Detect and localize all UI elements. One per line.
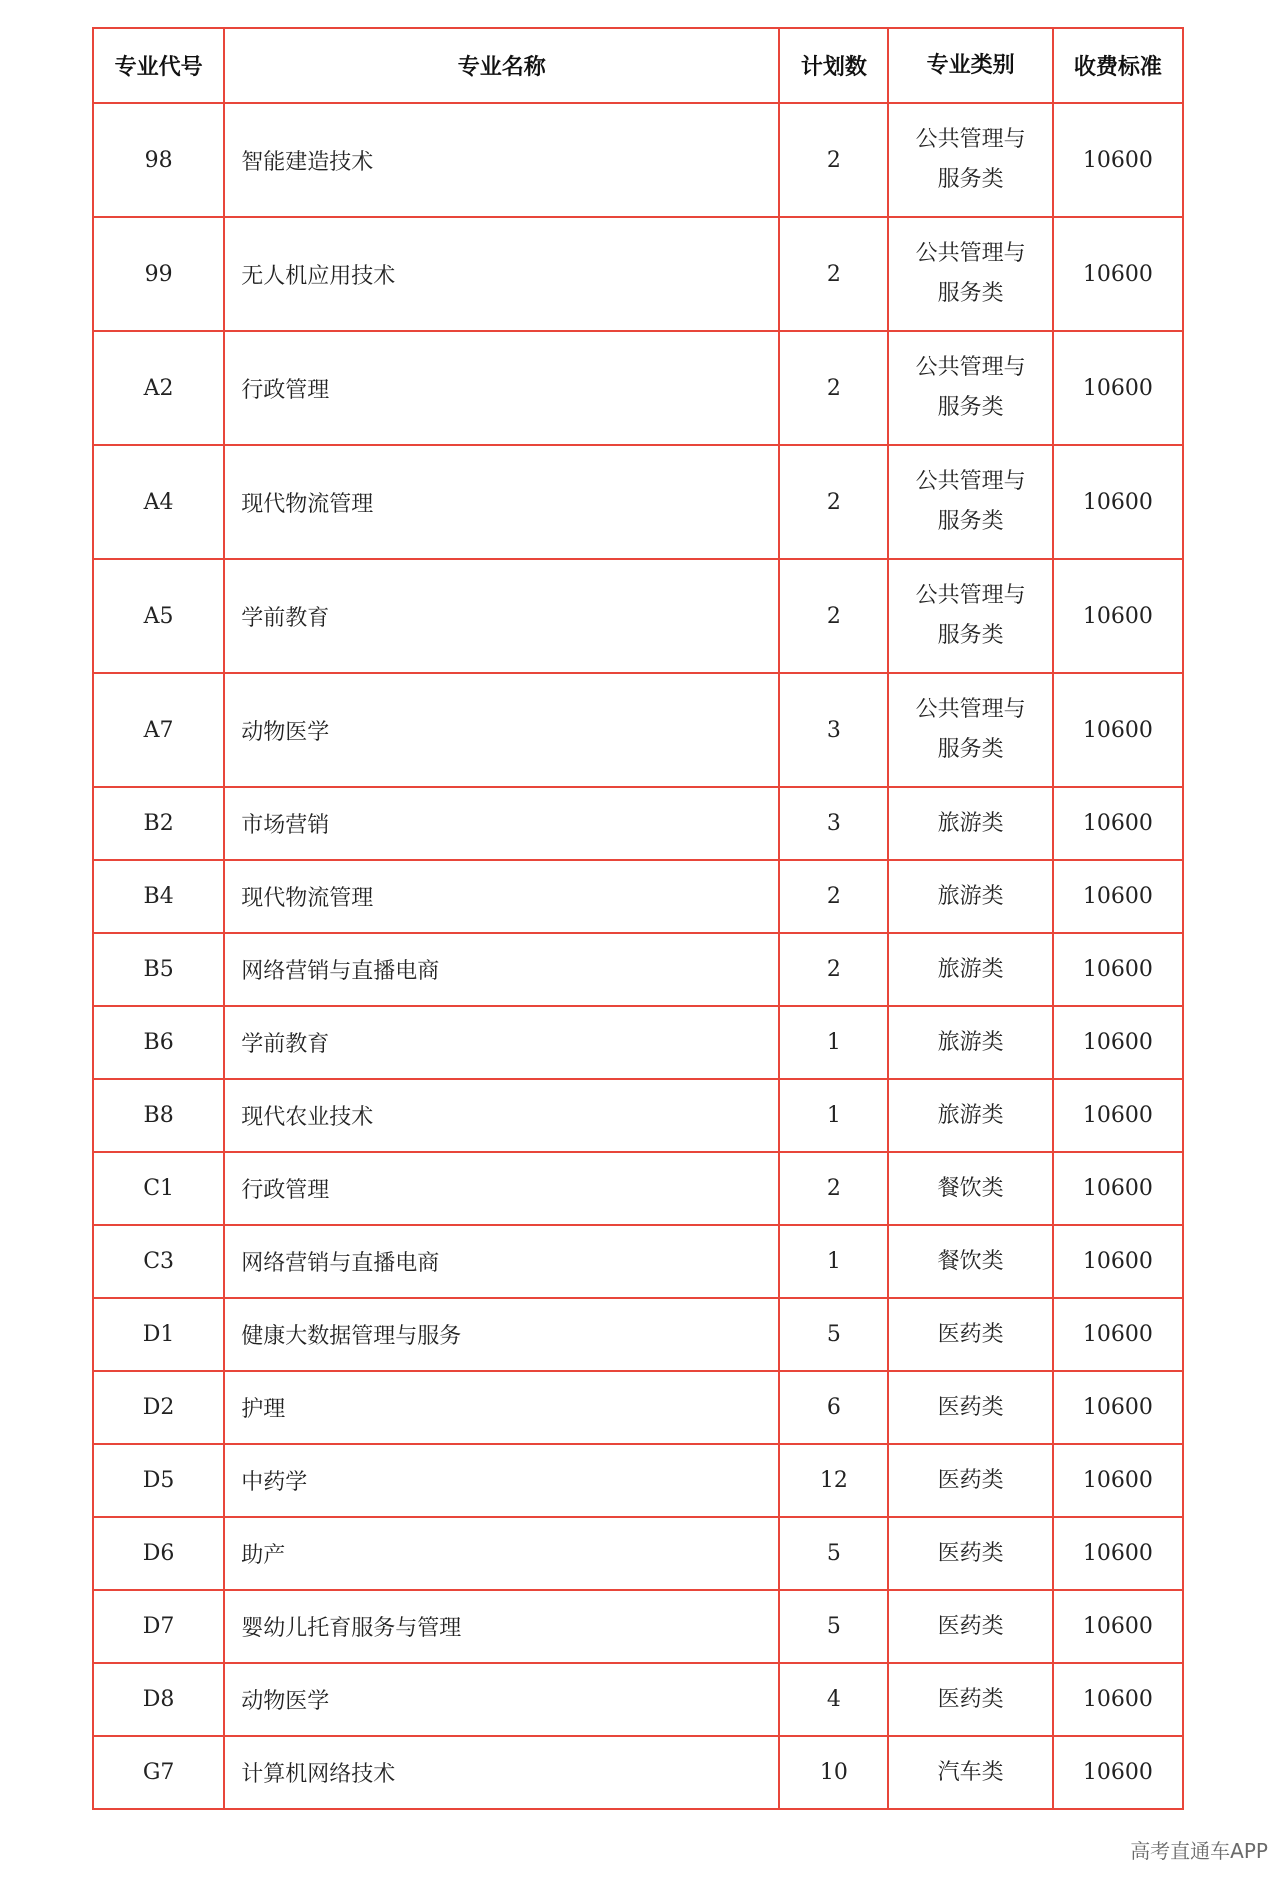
major-code-cell: D7 bbox=[93, 1590, 224, 1663]
plan-count-cell: 2 bbox=[779, 933, 888, 1006]
table-row bbox=[93, 1663, 1183, 1736]
category-line: 医药类 bbox=[937, 1321, 1004, 1347]
major-name-cell: 学前教育 bbox=[224, 1006, 779, 1079]
major-code-cell: 98 bbox=[93, 103, 224, 217]
table-row bbox=[93, 1590, 1183, 1663]
major-name-cell: 行政管理 bbox=[224, 1152, 779, 1225]
category-line: 公共管理与 bbox=[915, 127, 1026, 152]
major-code-cell: B6 bbox=[93, 1006, 224, 1079]
major-category-cell bbox=[888, 1517, 1052, 1590]
major-category-cell bbox=[888, 217, 1052, 331]
major-code-cell: A4 bbox=[93, 445, 224, 559]
table-row bbox=[93, 1444, 1183, 1517]
plan-count-cell: 5 bbox=[779, 1517, 888, 1590]
plan-count-cell: 2 bbox=[779, 860, 888, 933]
plan-count-cell: 12 bbox=[779, 1444, 888, 1517]
table-row bbox=[93, 1006, 1183, 1079]
major-category-cell bbox=[888, 787, 1052, 860]
category-line: 旅游类 bbox=[937, 1102, 1004, 1128]
tuition-fee-cell: 10600 bbox=[1053, 1225, 1183, 1298]
table-row bbox=[93, 673, 1183, 787]
plan-count-cell: 1 bbox=[779, 1225, 888, 1298]
table-row bbox=[93, 217, 1183, 331]
major-code-cell: A7 bbox=[93, 673, 224, 787]
tuition-fee-cell: 10600 bbox=[1053, 1663, 1183, 1736]
plan-count-cell: 5 bbox=[779, 1590, 888, 1663]
major-name-cell: 现代物流管理 bbox=[224, 445, 779, 559]
plan-count-cell: 1 bbox=[779, 1079, 888, 1152]
major-category-cell bbox=[888, 103, 1052, 217]
major-name-cell: 市场营销 bbox=[224, 787, 779, 860]
header-tuition-fee: 收费标准 bbox=[1053, 28, 1183, 103]
category-line: 服务类 bbox=[937, 395, 1004, 420]
major-name-cell: 动物医学 bbox=[224, 1663, 779, 1736]
major-name-cell: 网络营销与直播电商 bbox=[224, 1225, 779, 1298]
plan-count-cell: 1 bbox=[779, 1006, 888, 1079]
tuition-fee-cell: 10600 bbox=[1053, 331, 1183, 445]
major-code-cell: D2 bbox=[93, 1371, 224, 1444]
major-name-cell: 智能建造技术 bbox=[224, 103, 779, 217]
table-row bbox=[93, 1517, 1183, 1590]
category-line: 旅游类 bbox=[937, 1029, 1004, 1055]
category-line: 公共管理与 bbox=[915, 241, 1026, 266]
category-line: 服务类 bbox=[937, 623, 1004, 648]
tuition-fee-cell: 10600 bbox=[1053, 1298, 1183, 1371]
major-category-cell bbox=[888, 1663, 1052, 1736]
plan-count-cell: 6 bbox=[779, 1371, 888, 1444]
major-name-cell: 行政管理 bbox=[224, 331, 779, 445]
table-row bbox=[93, 103, 1183, 217]
major-code-cell: D8 bbox=[93, 1663, 224, 1736]
major-category-cell bbox=[888, 331, 1052, 445]
major-code-cell: G7 bbox=[93, 1736, 224, 1809]
category-line: 医药类 bbox=[937, 1540, 1004, 1566]
table-row bbox=[93, 787, 1183, 860]
category-line: 服务类 bbox=[937, 509, 1004, 534]
tuition-fee-cell: 10600 bbox=[1053, 1006, 1183, 1079]
major-category-cell bbox=[888, 1298, 1052, 1371]
major-category-cell bbox=[888, 1079, 1052, 1152]
major-code-cell: B2 bbox=[93, 787, 224, 860]
category-line: 旅游类 bbox=[937, 883, 1004, 909]
major-code-cell: D1 bbox=[93, 1298, 224, 1371]
plan-count-cell: 3 bbox=[779, 787, 888, 860]
category-line: 医药类 bbox=[937, 1467, 1004, 1493]
header-major-name: 专业名称 bbox=[224, 28, 779, 103]
table-row bbox=[93, 445, 1183, 559]
major-category-cell bbox=[888, 860, 1052, 933]
tuition-fee-cell: 10600 bbox=[1053, 1444, 1183, 1517]
table-row bbox=[93, 1371, 1183, 1444]
category-line: 服务类 bbox=[937, 167, 1004, 192]
plan-count-cell: 2 bbox=[779, 331, 888, 445]
major-code-cell: C1 bbox=[93, 1152, 224, 1225]
major-category-cell bbox=[888, 1736, 1052, 1809]
category-line: 餐饮类 bbox=[937, 1248, 1004, 1274]
table-row bbox=[93, 1079, 1183, 1152]
major-name-cell: 无人机应用技术 bbox=[224, 217, 779, 331]
major-code-cell: B8 bbox=[93, 1079, 224, 1152]
major-code-cell: A2 bbox=[93, 331, 224, 445]
tuition-fee-cell: 10600 bbox=[1053, 1590, 1183, 1663]
category-line: 旅游类 bbox=[937, 810, 1004, 836]
tuition-fee-cell: 10600 bbox=[1053, 673, 1183, 787]
category-line: 医药类 bbox=[937, 1613, 1004, 1639]
category-line: 汽车类 bbox=[937, 1759, 1004, 1785]
enrollment-plan-table bbox=[92, 27, 1184, 1810]
category-line: 公共管理与 bbox=[915, 355, 1026, 380]
tuition-fee-cell: 10600 bbox=[1053, 103, 1183, 217]
watermark-text: 高考直通车APP bbox=[1130, 1839, 1268, 1863]
major-name-cell: 网络营销与直播电商 bbox=[224, 933, 779, 1006]
major-code-cell: D6 bbox=[93, 1517, 224, 1590]
plan-count-cell: 5 bbox=[779, 1298, 888, 1371]
table-row bbox=[93, 1736, 1183, 1809]
category-line: 公共管理与 bbox=[915, 469, 1026, 494]
major-category-cell bbox=[888, 673, 1052, 787]
major-name-cell: 助产 bbox=[224, 1517, 779, 1590]
category-line: 服务类 bbox=[937, 737, 1004, 762]
tuition-fee-cell: 10600 bbox=[1053, 1152, 1183, 1225]
major-category-cell bbox=[888, 1006, 1052, 1079]
major-category-cell bbox=[888, 1152, 1052, 1225]
header-major-code: 专业代号 bbox=[93, 28, 224, 103]
major-name-cell: 中药学 bbox=[224, 1444, 779, 1517]
category-line: 服务类 bbox=[937, 281, 1004, 306]
table-row bbox=[93, 1298, 1183, 1371]
major-code-cell: B5 bbox=[93, 933, 224, 1006]
header-major-category: 专业类别 bbox=[888, 28, 1052, 103]
table-row bbox=[93, 1152, 1183, 1225]
category-line: 餐饮类 bbox=[937, 1175, 1004, 1201]
tuition-fee-cell: 10600 bbox=[1053, 559, 1183, 673]
tuition-fee-cell: 10600 bbox=[1053, 445, 1183, 559]
table-row bbox=[93, 331, 1183, 445]
tuition-fee-cell: 10600 bbox=[1053, 1079, 1183, 1152]
major-category-cell bbox=[888, 445, 1052, 559]
major-category-cell bbox=[888, 1444, 1052, 1517]
plan-count-cell: 4 bbox=[779, 1663, 888, 1736]
plan-count-cell: 2 bbox=[779, 217, 888, 331]
major-name-cell: 健康大数据管理与服务 bbox=[224, 1298, 779, 1371]
tuition-fee-cell: 10600 bbox=[1053, 1517, 1183, 1590]
header-plan-count: 计划数 bbox=[779, 28, 888, 103]
plan-count-cell: 2 bbox=[779, 103, 888, 217]
major-code-cell: 99 bbox=[93, 217, 224, 331]
major-name-cell: 计算机网络技术 bbox=[224, 1736, 779, 1809]
tuition-fee-cell: 10600 bbox=[1053, 1736, 1183, 1809]
major-name-cell: 婴幼儿托育服务与管理 bbox=[224, 1590, 779, 1663]
major-category-cell bbox=[888, 1590, 1052, 1663]
tuition-fee-cell: 10600 bbox=[1053, 933, 1183, 1006]
tuition-fee-cell: 10600 bbox=[1053, 217, 1183, 331]
major-category-cell bbox=[888, 1371, 1052, 1444]
plan-count-cell: 2 bbox=[779, 559, 888, 673]
tuition-fee-cell: 10600 bbox=[1053, 1371, 1183, 1444]
table-header-row bbox=[93, 28, 1183, 103]
plan-count-cell: 3 bbox=[779, 673, 888, 787]
plan-count-cell: 2 bbox=[779, 1152, 888, 1225]
category-line: 公共管理与 bbox=[915, 583, 1026, 608]
category-line: 旅游类 bbox=[937, 956, 1004, 982]
major-name-cell: 学前教育 bbox=[224, 559, 779, 673]
category-line: 公共管理与 bbox=[915, 697, 1026, 722]
major-code-cell: B4 bbox=[93, 860, 224, 933]
major-category-cell bbox=[888, 559, 1052, 673]
table-row bbox=[93, 860, 1183, 933]
major-name-cell: 动物医学 bbox=[224, 673, 779, 787]
major-code-cell: C3 bbox=[93, 1225, 224, 1298]
tuition-fee-cell: 10600 bbox=[1053, 787, 1183, 860]
tuition-fee-cell: 10600 bbox=[1053, 860, 1183, 933]
major-code-cell: A5 bbox=[93, 559, 224, 673]
plan-count-cell: 10 bbox=[779, 1736, 888, 1809]
category-line: 医药类 bbox=[937, 1394, 1004, 1420]
major-category-cell bbox=[888, 1225, 1052, 1298]
table-body bbox=[93, 103, 1183, 1809]
major-name-cell: 现代农业技术 bbox=[224, 1079, 779, 1152]
major-name-cell: 现代物流管理 bbox=[224, 860, 779, 933]
table-row bbox=[93, 559, 1183, 673]
major-code-cell: D5 bbox=[93, 1444, 224, 1517]
major-category-cell bbox=[888, 933, 1052, 1006]
table-row bbox=[93, 1225, 1183, 1298]
plan-count-cell: 2 bbox=[779, 445, 888, 559]
category-line: 医药类 bbox=[937, 1686, 1004, 1712]
major-name-cell: 护理 bbox=[224, 1371, 779, 1444]
table-row bbox=[93, 933, 1183, 1006]
